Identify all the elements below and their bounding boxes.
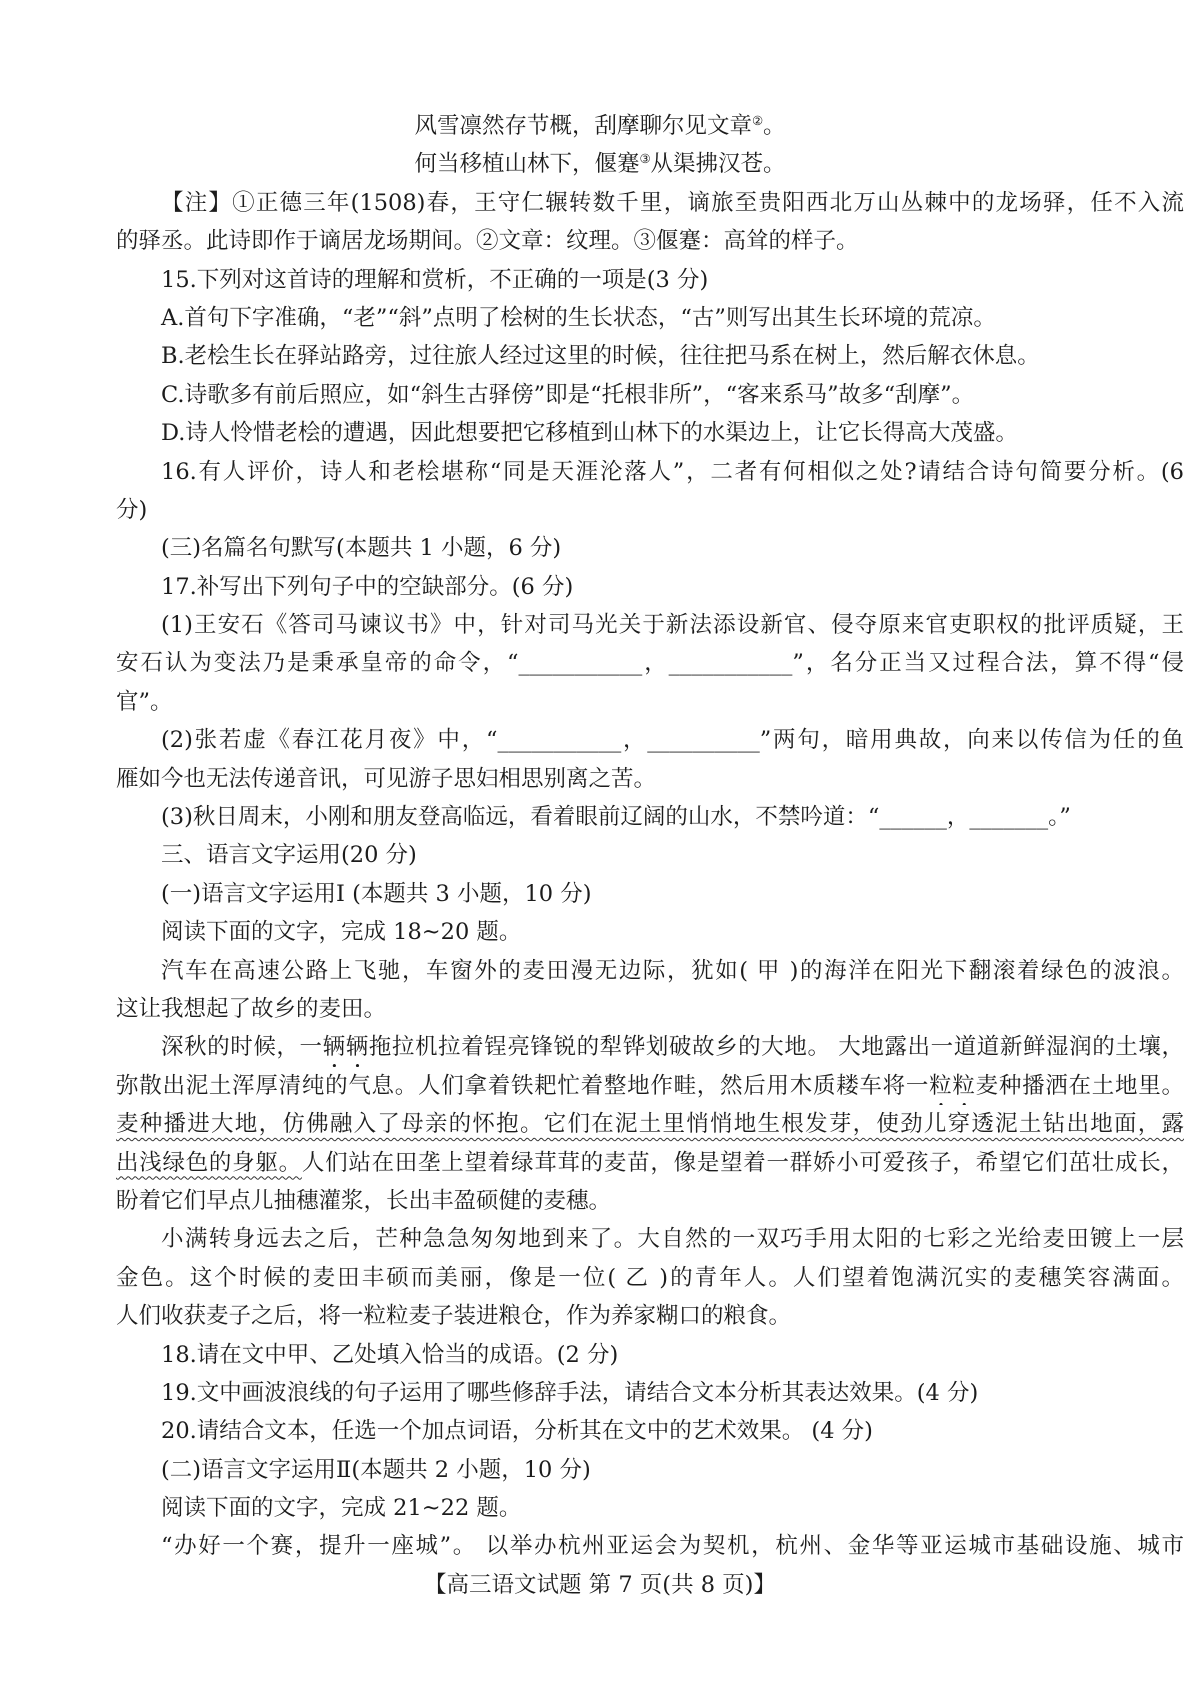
poem-line-2-tail: 从渠拂汉苍。 (650, 151, 786, 178)
exam-page (116, 107, 1184, 1604)
passage-line: 这让我想起了故乡的麦田。 (116, 995, 387, 1022)
question-17-item-1: (1)王安石《答司马谏议书》中，针对司马光关于新法添设新官、侵夺原来官吏职权的批评质疑，王 (161, 612, 1184, 639)
poem-line-2-text: 何当移植山林下，偃蹇 (414, 151, 640, 178)
footnote-mark: ③ (639, 152, 651, 167)
footnote-mark: ② (751, 113, 764, 128)
passage-line: 汽车在高速公路上飞驰，车窗外的麦田漫无边际，犹如( 甲 )的海洋在阳光下翻滚着绿色的波浪。 (161, 957, 1184, 984)
passage-line: 盼着它们早点儿抽穗灌浆，长出丰盈硕健的麦穗。 (116, 1187, 612, 1214)
question-17-stem: 17.补写出下列句子中的空缺部分。(6 分) (161, 573, 574, 600)
reading-instruction: 阅读下面的文字，完成 21~22 题。 (161, 1495, 522, 1522)
question-15-option-c: C.诗歌多有前后照应，如“斜生古驿傍”即是“托根非所”，“客来系马”故多“刮摩”。 (161, 381, 975, 408)
part-3-heading: 三、语言文字运用(20 分) (161, 842, 417, 869)
passage-line (116, 1028, 1184, 1066)
question-17-item-3: (3)秋日周末，小刚和朋友登高临远，看着眼前辽阔的山水，不禁吟道：“______，_______。” (161, 804, 1071, 831)
passage-line: 人们收获麦子之后，将一粒粒麦子装进粮仓，作为养家糊口的粮食。 (116, 1303, 792, 1330)
question-17-item-2: (2)张若虚《春江花月夜》中，“___________，__________”两句，暗用典故，向来以传信为任的鱼 (161, 727, 1184, 754)
passage-text: 弥散出泥土浑厚清纯的气息。人们拿着铁耙忙着整地作畦，然后用木质耧车将一 (116, 1072, 930, 1099)
dotted-word: 辆辆 (322, 1034, 369, 1061)
passage-line (116, 1144, 1184, 1182)
passage-text: 人们站在田垄上望着绿茸茸的麦苗，像是望着一群娇小可爱孩子，希望它们茁壮成长， (301, 1149, 1184, 1176)
question-18: 18.请在文中甲、乙处填入恰当的成语。(2 分) (161, 1341, 619, 1368)
passage-2-line: “办好一个赛，提升一座城”。 以举办杭州亚运会为契机，杭州、金华等亚运城市基础设施、城市 (161, 1533, 1184, 1560)
question-17-item-2: 雁如今也无法传递音讯，可见游子思妇相思别离之苦。 (116, 765, 657, 792)
poem-line-1 (116, 107, 1184, 145)
annotation-line: 的驿丞。此诗即作于谪居龙场期间。②文章：纹理。③偃蹇：高耸的样子。 (116, 228, 859, 255)
wavy-underlined-sentence: 出浅绿色的身躯。 (116, 1149, 302, 1176)
reading-instruction: 阅读下面的文字，完成 18~20 题。 (161, 919, 522, 946)
question-19: 19.文中画波浪线的句子运用了哪些修辞手法，请结合文本分析其表达效果。(4 分) (161, 1379, 979, 1406)
question-20: 20.请结合文本，任选一个加点词语，分析其在文中的艺术效果。 (4 分) (161, 1418, 873, 1445)
question-17-item-1: 官”。 (116, 688, 173, 715)
question-16-line: 16.有人评价，诗人和老桧堪称“同是天涯沦落人”，二者有何相似之处?请结合诗句简要分析。(6 (161, 458, 1184, 485)
question-15-option-a: A.首句下字准确，“老”“斜”点明了桧树的生长状态，“古”则写出其生长环境的荒凉。 (161, 304, 996, 331)
poem-line-1-tail: 。 (763, 113, 786, 139)
annotation-line: 【注】①正德三年(1508)春，王守仁辗转数千里，谪旅至贵阳西北万山丛棘中的龙场驿，任不入流 (161, 189, 1184, 216)
passage-line (116, 1105, 1184, 1143)
section-heading-language-2: (二)语言文字运用Ⅱ(本题共 2 小题，10 分) (161, 1456, 591, 1483)
section-heading-recitation: (三)名篇名句默写(本题共 1 小题，6 分) (161, 535, 562, 562)
passage-line: 金色。这个时候的麦田丰硕而美丽，像是一位( 乙 )的青年人。人们望着饱满沉实的麦穗笑容满面。 (116, 1264, 1184, 1291)
question-16-line: 分) (116, 496, 148, 523)
passage-line: 小满转身远去之后，芒种急急匆匆地到来了。大自然的一双巧手用太阳的七彩之光给麦田镀上一层 (161, 1226, 1184, 1253)
dotted-word: 粒粒 (929, 1072, 976, 1099)
passage-text: 深秋的时候，一 (161, 1034, 323, 1061)
poem-line-2 (116, 145, 1184, 183)
poem-line-1-text: 风雪凛然存节概，刮摩聊尔见文章 (414, 113, 752, 139)
question-17-item-1: 安石认为变法乃是秉承皇帝的命令，“___________，___________”，名分正当又过程合法，算不得“侵 (116, 650, 1184, 677)
passage-text: 拖拉机拉着锃亮锋锐的犁铧划破故乡的大地。 大地露出一道道新鲜湿润的土壤， (368, 1034, 1184, 1061)
section-heading-language-1: (一)语言文字运用Ⅰ (本题共 3 小题，10 分) (161, 880, 592, 907)
question-15-option-d: D.诗人怜惜老桧的遭遇，因此想要把它移植到山林下的水渠边上，让它长得高大茂盛。 (161, 420, 1018, 447)
page-footer: 【高三语文试题 第 7 页(共 8 页)】 (424, 1571, 776, 1598)
wavy-underlined-sentence: 麦种播进大地，仿佛融入了母亲的怀抱。它们在泥土里悄悄地生根发芽，使劲儿穿透泥土钻出地面，露 (116, 1111, 1184, 1138)
passage-line (116, 1067, 1184, 1105)
passage-text: 麦种播洒在土地里。 (975, 1072, 1184, 1099)
question-15-option-b: B.老桧生长在驿站路旁，过往旅人经过这里的时候，往往把马系在树上，然后解衣休息。 (161, 343, 1040, 370)
question-15-stem: 15.下列对这首诗的理解和赏析，不正确的一项是(3 分) (161, 266, 709, 293)
